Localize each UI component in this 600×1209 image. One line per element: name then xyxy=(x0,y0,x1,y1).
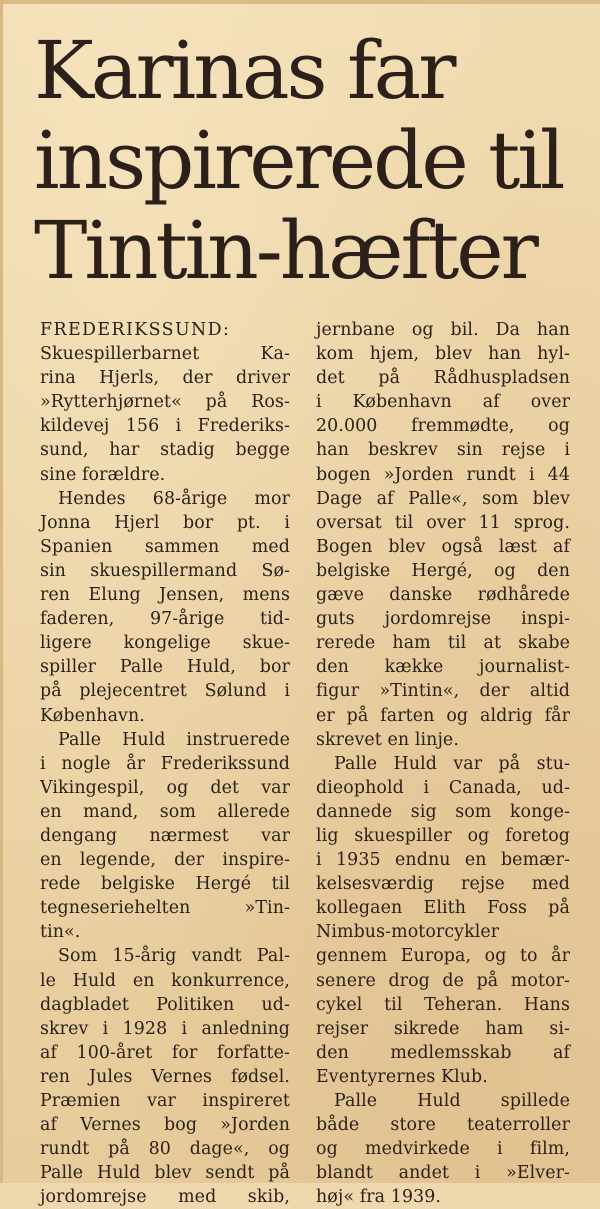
article-line: ren Elung Jensen, mens xyxy=(40,585,290,606)
article-line: Som 15-årig vandt Pal- xyxy=(58,946,290,967)
article-line: rede belgiske Hergé til xyxy=(40,874,290,895)
article-line: faderen, 97-årige tid- xyxy=(40,609,290,630)
article-line: gæve danske rødhårede xyxy=(316,585,570,606)
article-line: sund, har stadig begge xyxy=(40,440,290,461)
article-line: Dage af Palle«, som blev xyxy=(316,488,570,509)
article-line: i København af over xyxy=(316,392,570,413)
headline xyxy=(34,26,594,296)
article-line: Præmien var inspireret xyxy=(40,1091,290,1111)
article-line: rina Hjerls, der driver xyxy=(40,368,290,389)
article-line: det på Rådhuspladsen xyxy=(316,368,570,389)
headline-line: inspirerede til xyxy=(34,114,563,207)
article-line: belgiske Hergé, og den xyxy=(316,560,570,581)
article-line: tin«. xyxy=(40,922,81,943)
article-line: Eventyrernes Klub. xyxy=(316,1066,488,1087)
article-line: jordomrejse med skib, xyxy=(40,1187,290,1208)
article-line: sine forældre. xyxy=(40,464,166,485)
article-line: rejser sikrede ham si- xyxy=(316,1018,570,1039)
article-line: den medlemsskab af xyxy=(316,1042,570,1063)
article-line: Palle Huld spillede xyxy=(334,1091,570,1111)
headline-line: Tintin-hæfter xyxy=(34,204,536,297)
article-line: ligere kongelige skue- xyxy=(40,633,290,654)
article-line: på plejecentret Sølund i xyxy=(40,681,290,702)
article-line: dannede sig som konge- xyxy=(316,801,570,822)
article-column-left xyxy=(40,318,290,1209)
article-line: sin skuespillermand Sø- xyxy=(40,560,290,581)
article-line: kollegaen Elith Foss på xyxy=(316,898,570,919)
article-line: Vikingespil, og det var xyxy=(40,777,290,798)
article-line: kelsesværdig rejse med xyxy=(316,874,570,895)
article-line: i 1935 endnu en bemær- xyxy=(316,850,570,871)
article-line: »Rytterhjørnet« på Ros- xyxy=(40,392,290,413)
article-line: skrev i 1928 i anledning xyxy=(40,1018,290,1039)
article-line: København. xyxy=(40,705,145,726)
article-line: af 100-året for forfatte- xyxy=(40,1042,290,1063)
article-line: guts jordomrejse inspi- xyxy=(316,609,570,630)
article-line: le Huld en konkurrence, xyxy=(40,970,290,991)
article-line: dengang nærmest var xyxy=(40,825,290,846)
article-line: af Vernes bog »Jorden xyxy=(40,1115,290,1136)
article-line: høj« fra 1939. xyxy=(316,1187,442,1208)
article-line: Spanien sammen med xyxy=(40,536,290,557)
article-line: cykel til Teheran. Hans xyxy=(316,994,570,1015)
headline-line: Karinas far xyxy=(34,24,454,117)
article-line: Palle Huld var på stu- xyxy=(334,753,570,774)
article-line: 20.000 fremmødte, og xyxy=(316,416,570,437)
article-line: Hendes 68-årige mor xyxy=(58,488,290,509)
article-line: kom hjem, blev han hyl- xyxy=(316,344,570,365)
article-line: både store teaterroller xyxy=(316,1115,570,1136)
article-line: figur »Tintin«, der altid xyxy=(316,681,570,702)
article-line: ren Jules Vernes fødsel. xyxy=(40,1066,290,1087)
article-line: den kække journalist- xyxy=(316,657,570,678)
article-line: han beskrev sin rejse i xyxy=(316,440,570,461)
article-column-right xyxy=(316,318,570,1209)
article-line: dagbladet Politiken ud- xyxy=(40,994,290,1015)
article-line: Palle Huld instruerede xyxy=(58,729,290,750)
article-line: en legende, der inspire- xyxy=(40,850,290,871)
article-line: rerede ham til at skabe xyxy=(316,633,570,654)
article-line: Bogen blev også læst af xyxy=(316,536,570,557)
article-line: Nimbus-motorcykler xyxy=(316,922,500,943)
article-line: Palle Huld blev sendt på xyxy=(40,1163,290,1184)
article-line: gennem Europa, og to år xyxy=(316,946,570,967)
article-line: kildevej 156 i Frederiks- xyxy=(40,416,290,437)
article-line: lig skuespiller og foretog xyxy=(316,825,570,846)
article-line: Skuespillerbarnet Ka- xyxy=(40,344,290,365)
article-line: spiller Palle Huld, bor xyxy=(40,657,290,678)
article-line: senere drog de på motor- xyxy=(316,970,570,991)
article-line: tegneseriehelten »Tin- xyxy=(40,898,290,919)
article-line: og medvirkede i film, xyxy=(316,1139,570,1160)
article-line: blandt andet i »Elver- xyxy=(316,1163,570,1184)
article-line: en mand, som allerede xyxy=(40,801,290,822)
paper-edge-left xyxy=(0,0,3,1183)
article-line: er på farten og aldrig får xyxy=(316,705,570,726)
article-line: dieophold i Canada, ud- xyxy=(316,777,570,798)
article-line: oversat til over 11 sprog. xyxy=(316,512,570,533)
article-line: rundt på 80 dage«, og xyxy=(40,1139,290,1160)
article-line: Jonna Hjerl bor pt. i xyxy=(40,512,290,533)
article-line: skrevet en linje. xyxy=(316,729,459,750)
dateline: FREDERIKSSUND: xyxy=(40,320,231,340)
article-line: i nogle år Frederikssund xyxy=(40,753,290,774)
article-line: bogen »Jorden rundt i 44 xyxy=(316,464,570,485)
article-line: jernbane og bil. Da han xyxy=(316,320,570,340)
paper-edge-top xyxy=(0,0,600,4)
